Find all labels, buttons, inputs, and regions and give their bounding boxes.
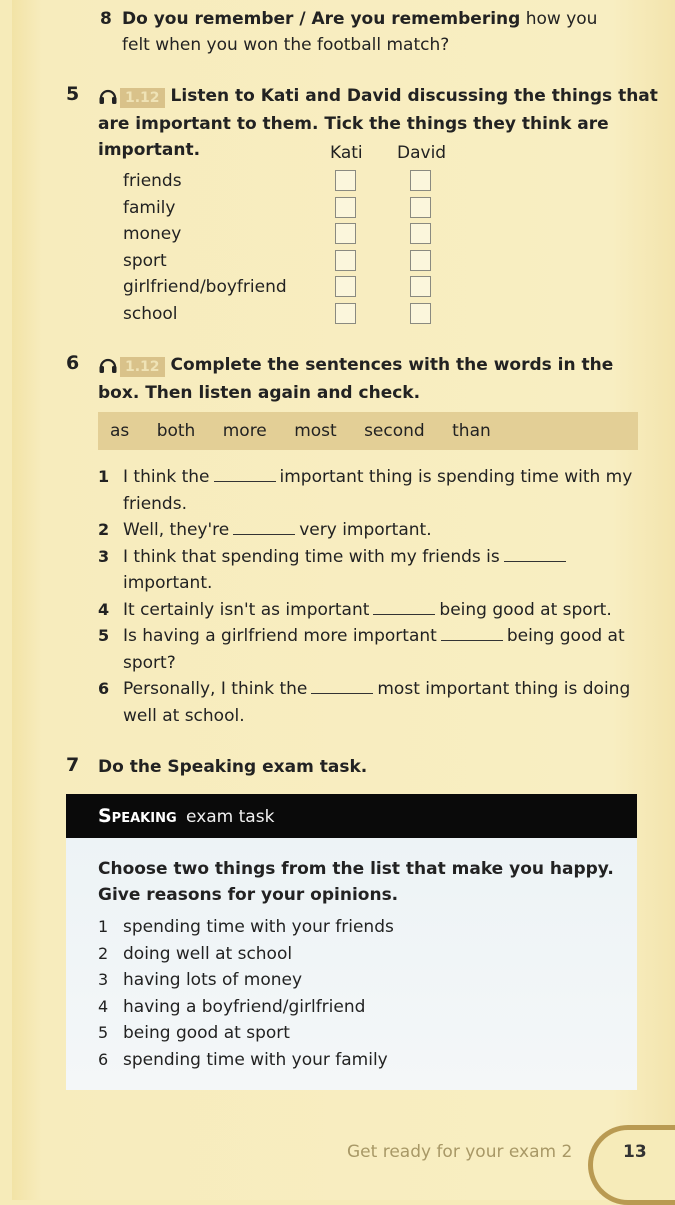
exercise-5-number: 5 <box>66 83 80 105</box>
sentence-item <box>98 597 658 624</box>
page-number: 13 <box>623 1142 647 1162</box>
footer-title: Get ready for your exam 2 <box>347 1142 573 1162</box>
tick-row <box>123 274 443 301</box>
david-checkbox[interactable] <box>410 170 431 191</box>
kati-checkbox[interactable] <box>335 197 356 218</box>
exercise-7-number: 7 <box>66 754 80 776</box>
item-text: having a boyfriend/girlfriend <box>123 996 366 1017</box>
sentence-item <box>98 517 658 544</box>
david-checkbox[interactable] <box>410 276 431 297</box>
item-label: family <box>123 197 176 218</box>
word-option: second <box>364 421 425 441</box>
column-header-david: David <box>397 143 447 163</box>
exam-task-header <box>66 794 637 838</box>
sentence-after: important thing is spending time with my friends. <box>123 467 633 514</box>
item-number: 3 <box>98 970 109 989</box>
sentence-before: Well, they're <box>123 520 230 540</box>
sentence-after: important. <box>123 573 213 593</box>
sentence-list <box>98 464 658 729</box>
question-text <box>122 6 622 58</box>
item-number: 4 <box>98 996 109 1016</box>
list-item <box>98 941 394 968</box>
list-item <box>98 914 394 941</box>
item-label: girlfriend/boyfriend <box>123 277 287 297</box>
list-item <box>98 1020 394 1047</box>
tick-row <box>123 168 443 195</box>
audio-track[interactable] <box>98 354 165 380</box>
item-number: 1 <box>98 917 109 936</box>
sentence-before: It certainly isn't as important <box>123 599 370 620</box>
exam-task-intro: Choose two things from the list that make you happy. Give reasons for your opinions. <box>98 859 614 905</box>
sentence-before: Is having a girlfriend more important <box>123 626 437 646</box>
tick-row <box>123 195 443 222</box>
sentence-before: Personally, I think the <box>123 679 308 699</box>
headphones-icon <box>98 357 118 374</box>
word-option: most <box>294 421 337 441</box>
answer-blank[interactable] <box>373 599 435 615</box>
sentence-item <box>98 464 658 517</box>
kati-checkbox[interactable] <box>335 250 356 271</box>
sentence-item <box>98 544 658 597</box>
exercise-6-instruction <box>98 352 658 406</box>
question-number: 8 <box>100 9 112 29</box>
track-number: 1.12 <box>120 357 165 377</box>
exam-task-title-rest: exam task <box>186 807 275 827</box>
tick-row <box>123 248 443 275</box>
david-checkbox[interactable] <box>410 303 431 324</box>
sentence-before: I think that spending time with my friends is <box>123 546 500 567</box>
david-checkbox[interactable] <box>410 250 431 271</box>
sentence-after: most important thing is doing well at school. <box>123 679 631 726</box>
item-number: 6 <box>98 1049 109 1069</box>
exam-task-list <box>98 914 394 1073</box>
item-label: friends <box>123 171 182 191</box>
headphones-icon <box>98 88 118 105</box>
exam-task-title-bold: Speaking <box>98 805 177 827</box>
question-choice: Do you remember / Are you remembering <box>122 9 521 29</box>
column-header-kati: Kati <box>330 143 363 163</box>
instruction-text: Complete the sentences with the words in the box. Then listen again and check. <box>98 355 614 403</box>
question-8 <box>100 6 622 58</box>
david-checkbox[interactable] <box>410 223 431 244</box>
list-item <box>98 1047 394 1074</box>
exam-task-body <box>66 838 637 1090</box>
sentence-number: 2 <box>98 520 110 539</box>
item-text: being good at sport <box>123 1023 290 1043</box>
word-option: as <box>110 421 130 441</box>
sentence-number: 6 <box>98 679 110 698</box>
word-option: than <box>452 421 491 441</box>
kati-checkbox[interactable] <box>335 223 356 244</box>
item-text: spending time with your family <box>123 1049 388 1070</box>
sentence-after: very important. <box>299 520 432 540</box>
kati-checkbox[interactable] <box>335 170 356 191</box>
exercise-7-instruction: Do the Speaking exam task. <box>98 757 368 777</box>
item-label: sport <box>123 250 167 271</box>
tick-row <box>123 301 443 328</box>
track-number: 1.12 <box>120 88 165 108</box>
kati-checkbox[interactable] <box>335 303 356 324</box>
item-number: 2 <box>98 943 109 963</box>
item-text: spending time with your friends <box>123 917 394 937</box>
sentence-number: 4 <box>98 599 110 619</box>
answer-blank[interactable] <box>504 546 566 562</box>
sentence-after: being good at sport. <box>439 599 612 620</box>
word-box <box>98 412 638 450</box>
item-text: having lots of money <box>123 970 303 990</box>
question-rest: how you felt when you won the football match? <box>122 9 598 55</box>
exercise-6-number: 6 <box>66 352 80 374</box>
sentence-number: 1 <box>98 467 110 486</box>
sentence-number: 3 <box>98 546 110 566</box>
item-label: school <box>123 303 178 324</box>
page-tab <box>588 1125 675 1205</box>
sentence-after: being good at sport? <box>123 626 625 673</box>
sentence-number: 5 <box>98 626 110 645</box>
sentence-item <box>98 676 658 729</box>
instruction-text: Listen to Kati and David discussing the things that are important to them. Tick the things they think are important. <box>98 86 658 160</box>
answer-blank[interactable] <box>441 625 503 641</box>
david-checkbox[interactable] <box>410 197 431 218</box>
exercise-5-instruction <box>98 83 658 163</box>
answer-blank[interactable] <box>233 519 295 535</box>
tick-row <box>123 221 443 248</box>
sentence-before: I think the <box>123 467 210 487</box>
item-label: money <box>123 224 182 244</box>
list-item <box>98 994 394 1021</box>
item-text: doing well at school <box>123 943 293 964</box>
tick-list <box>123 168 443 327</box>
answer-blank[interactable] <box>311 678 373 694</box>
list-item <box>98 967 394 994</box>
word-option: more <box>222 421 267 441</box>
sentence-item <box>98 623 658 676</box>
audio-track[interactable] <box>98 85 165 111</box>
word-option: both <box>156 421 196 441</box>
kati-checkbox[interactable] <box>335 276 356 297</box>
item-number: 5 <box>98 1023 109 1042</box>
answer-blank[interactable] <box>214 466 276 482</box>
